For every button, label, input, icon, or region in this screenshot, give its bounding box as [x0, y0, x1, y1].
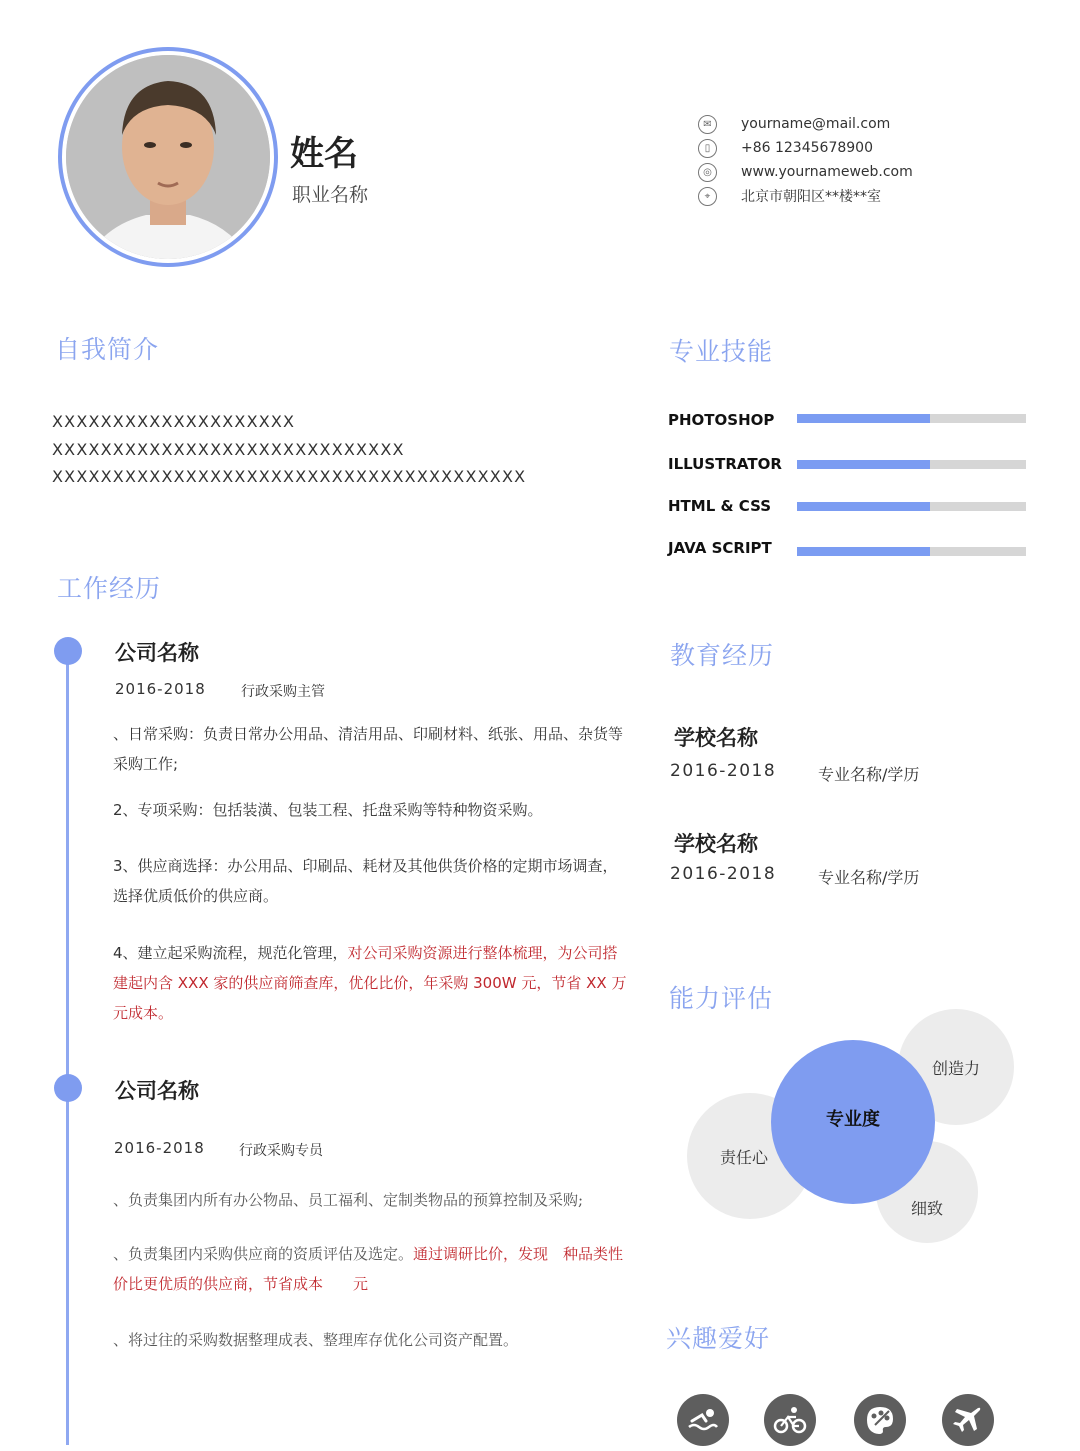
portrait-photo — [66, 55, 270, 259]
hobbies-title: 兴趣爱好 — [666, 1324, 771, 1353]
job-role: 行政采购专员 — [239, 1143, 323, 1159]
skill-bar — [797, 414, 1026, 423]
ability-label: 创造力 — [931, 1058, 980, 1078]
swimming-icon — [677, 1394, 729, 1446]
duty-achievement: 对公司采购资源进行整体梳理，为公司搭建起内含 XXX 家的供应商筛查库，优化比价，年采购 300W 元，节省 XX 万元成本。 — [113, 944, 627, 1022]
painting-icon — [854, 1394, 906, 1446]
company-name: 公司名称 — [115, 1079, 199, 1103]
intro-title: 自我简介 — [55, 335, 160, 364]
intro-line: XXXXXXXXXXXXXXXXXXXX — [52, 412, 296, 431]
painting-icon-glyph — [863, 1403, 897, 1437]
cycling-icon-glyph — [772, 1402, 808, 1438]
website-text[interactable]: www.yournameweb.com — [741, 164, 913, 180]
job-duty-highlight — [113, 938, 628, 1028]
job-duty: 、日常采购：负责日常办公用品、清洁用品、印刷材料、纸张、用品、杂货等采购工作; — [113, 725, 624, 773]
job-duty: 、将过往的采购数据整理成表、整理库存优化公司资产配置。 — [113, 1331, 519, 1349]
contact-address — [698, 185, 881, 207]
contact-email — [698, 113, 890, 135]
job-duty: 2、专项采购：包括装潢、包装工程、托盘采购等特种物资采购。 — [113, 801, 543, 819]
education-major: 专业名称/学历 — [818, 765, 920, 784]
cycling-icon — [764, 1394, 816, 1446]
skill-label: PHOTOSHOP — [668, 411, 775, 429]
school-name: 学校名称 — [674, 832, 758, 856]
company-name: 公司名称 — [115, 641, 199, 665]
job-title: 职业名称 — [292, 184, 369, 206]
duty-text: 、负责集团内采购供应商的资质评估及选定。 — [113, 1245, 414, 1263]
timeline-dot — [54, 637, 82, 665]
contact-website — [698, 161, 913, 183]
job-duty: 、负责集团内所有办公物品、员工福利、定制类物品的预算控制及采购; — [113, 1191, 584, 1209]
ability-bubble-main — [771, 1040, 935, 1204]
swimming-icon-glyph — [686, 1403, 720, 1437]
education-years: 2016-2018 — [670, 864, 777, 884]
ability-main-label: 专业度 — [826, 1109, 880, 1130]
airplane-icon-glyph — [951, 1403, 985, 1437]
travel-icon — [942, 1394, 994, 1446]
work-title: 工作经历 — [57, 574, 162, 603]
skill-bar-fill — [797, 547, 930, 556]
skill-bar — [797, 460, 1026, 469]
school-name: 学校名称 — [674, 726, 758, 750]
skill-label: HTML & CSS — [668, 497, 772, 515]
job-role: 行政采购主管 — [241, 684, 325, 700]
skill-bar-fill — [797, 460, 930, 469]
skill-bar-fill — [797, 502, 930, 511]
globe-icon: ◎ — [698, 163, 717, 182]
ability-title: 能力评估 — [669, 984, 774, 1013]
education-major: 专业名称/学历 — [818, 868, 920, 887]
timeline-line — [66, 650, 69, 1445]
skills-title: 专业技能 — [669, 337, 774, 366]
address-text: 北京市朝阳区**楼**室 — [741, 189, 881, 205]
email-text[interactable]: yourname@mail.com — [741, 116, 891, 132]
phone-icon: ▯ — [698, 139, 717, 158]
phone-text[interactable]: +86 12345678900 — [741, 140, 873, 156]
ability-label: 细致 — [910, 1198, 943, 1218]
skill-bar-fill — [797, 414, 930, 423]
skill-label: JAVA SCRIPT — [668, 539, 772, 557]
ability-label: 责任心 — [720, 1147, 769, 1167]
avatar — [66, 55, 270, 259]
duty-achievement: 通过调研比价，发现 种品类性价比更优质的供应商，节省成本 元 — [113, 1245, 624, 1293]
education-years: 2016-2018 — [670, 761, 777, 781]
location-icon: ⌖ — [698, 187, 717, 206]
mail-icon: ✉ — [698, 115, 717, 134]
contact-phone — [698, 137, 873, 159]
person-name: 姓名 — [290, 134, 358, 174]
intro-line: XXXXXXXXXXXXXXXXXXXXXXXXXXXXXXXXXXXXXXX — [52, 467, 527, 486]
job-years: 2016-2018 — [115, 680, 206, 698]
intro-line: XXXXXXXXXXXXXXXXXXXXXXXXXXXXX — [52, 440, 405, 459]
skill-bar — [797, 547, 1026, 556]
job-duty: 3、供应商选择：办公用品、印刷品、耗材及其他供货价格的定期市场调查，选择优质低价的供应商。 — [113, 857, 618, 905]
duty-text: 4、建立起采购流程，规范化管理， — [113, 944, 348, 962]
education-title: 教育经历 — [670, 641, 775, 670]
skill-bar — [797, 502, 1026, 511]
job-duty-highlight — [113, 1239, 628, 1299]
job-years: 2016-2018 — [114, 1139, 205, 1157]
skill-label: ILLUSTRATOR — [668, 455, 782, 473]
timeline-dot — [54, 1074, 82, 1102]
